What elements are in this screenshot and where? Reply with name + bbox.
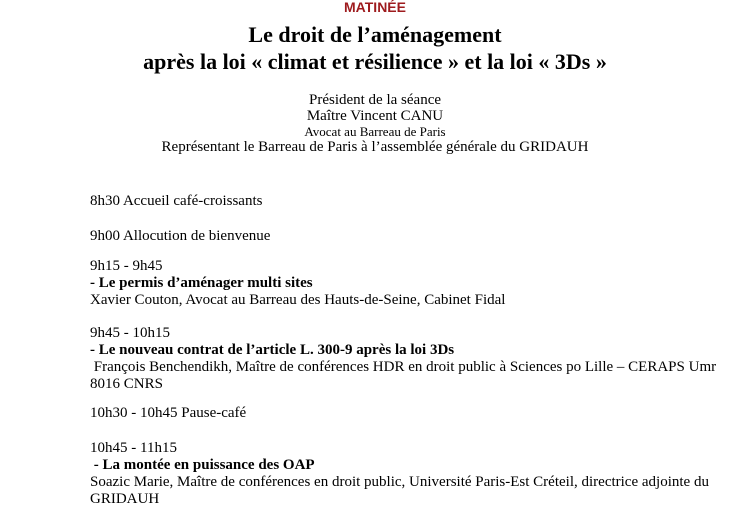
schedule-item [90, 440, 735, 508]
item-time: 10h45 - 11h15 [90, 440, 177, 456]
event-title-line1: Le droit de l’aménagement [248, 22, 502, 47]
item-topic: - Le permis d’aménager multi sites [90, 275, 313, 291]
session-label: MATINÉE [344, 0, 406, 15]
item-speaker: Soazic Marie, Maître de conférences en droit public, Université Paris-Est Créteil, directrice adjointe du GRIDAUH [90, 474, 713, 507]
schedule-item [90, 228, 735, 245]
schedule-item [90, 325, 735, 393]
item-label: Pause-café [181, 405, 247, 421]
schedule-item [90, 405, 735, 422]
item-time: 9h45 - 10h15 [90, 325, 170, 341]
item-topic: - Le nouveau contrat de l’article L. 300-9 après la loi 3Ds [90, 342, 455, 358]
chair-representation: Représentant le Barreau de Paris à l’assemblée générale du GRIDAUH [161, 139, 589, 155]
item-time: 9h15 - 9h45 [90, 258, 163, 274]
chair-bar-affiliation: Avocat au Barreau de Paris [304, 124, 446, 139]
item-speaker: François Benchendikh, Maître de conférences HDR en droit public à Sciences po Lille – CERAPS Umr 8016 CNRS [90, 359, 720, 392]
document-header [0, 0, 750, 155]
item-label: Allocution de bienvenue [122, 228, 271, 244]
chair-name: Maître Vincent CANU [306, 108, 444, 124]
item-time: 8h30 [90, 193, 120, 209]
event-title-line2: après la loi « climat et résilience » et la loi « 3Ds » [143, 49, 607, 74]
item-topic: - La montée en puissance des OAP [90, 457, 315, 473]
schedule-list [90, 193, 735, 508]
chair-role: Président de la séance [308, 92, 442, 108]
item-time: 10h30 - 10h45 [90, 405, 178, 421]
schedule-item [90, 258, 735, 309]
item-time: 9h00 [90, 228, 120, 244]
session-chair-block [0, 92, 750, 155]
event-title [0, 21, 750, 75]
schedule-item [90, 193, 735, 210]
item-label: Accueil café-croissants [122, 193, 263, 209]
item-speaker: Xavier Couton, Avocat au Barreau des Hauts-de-Seine, Cabinet Fidal [90, 292, 506, 308]
